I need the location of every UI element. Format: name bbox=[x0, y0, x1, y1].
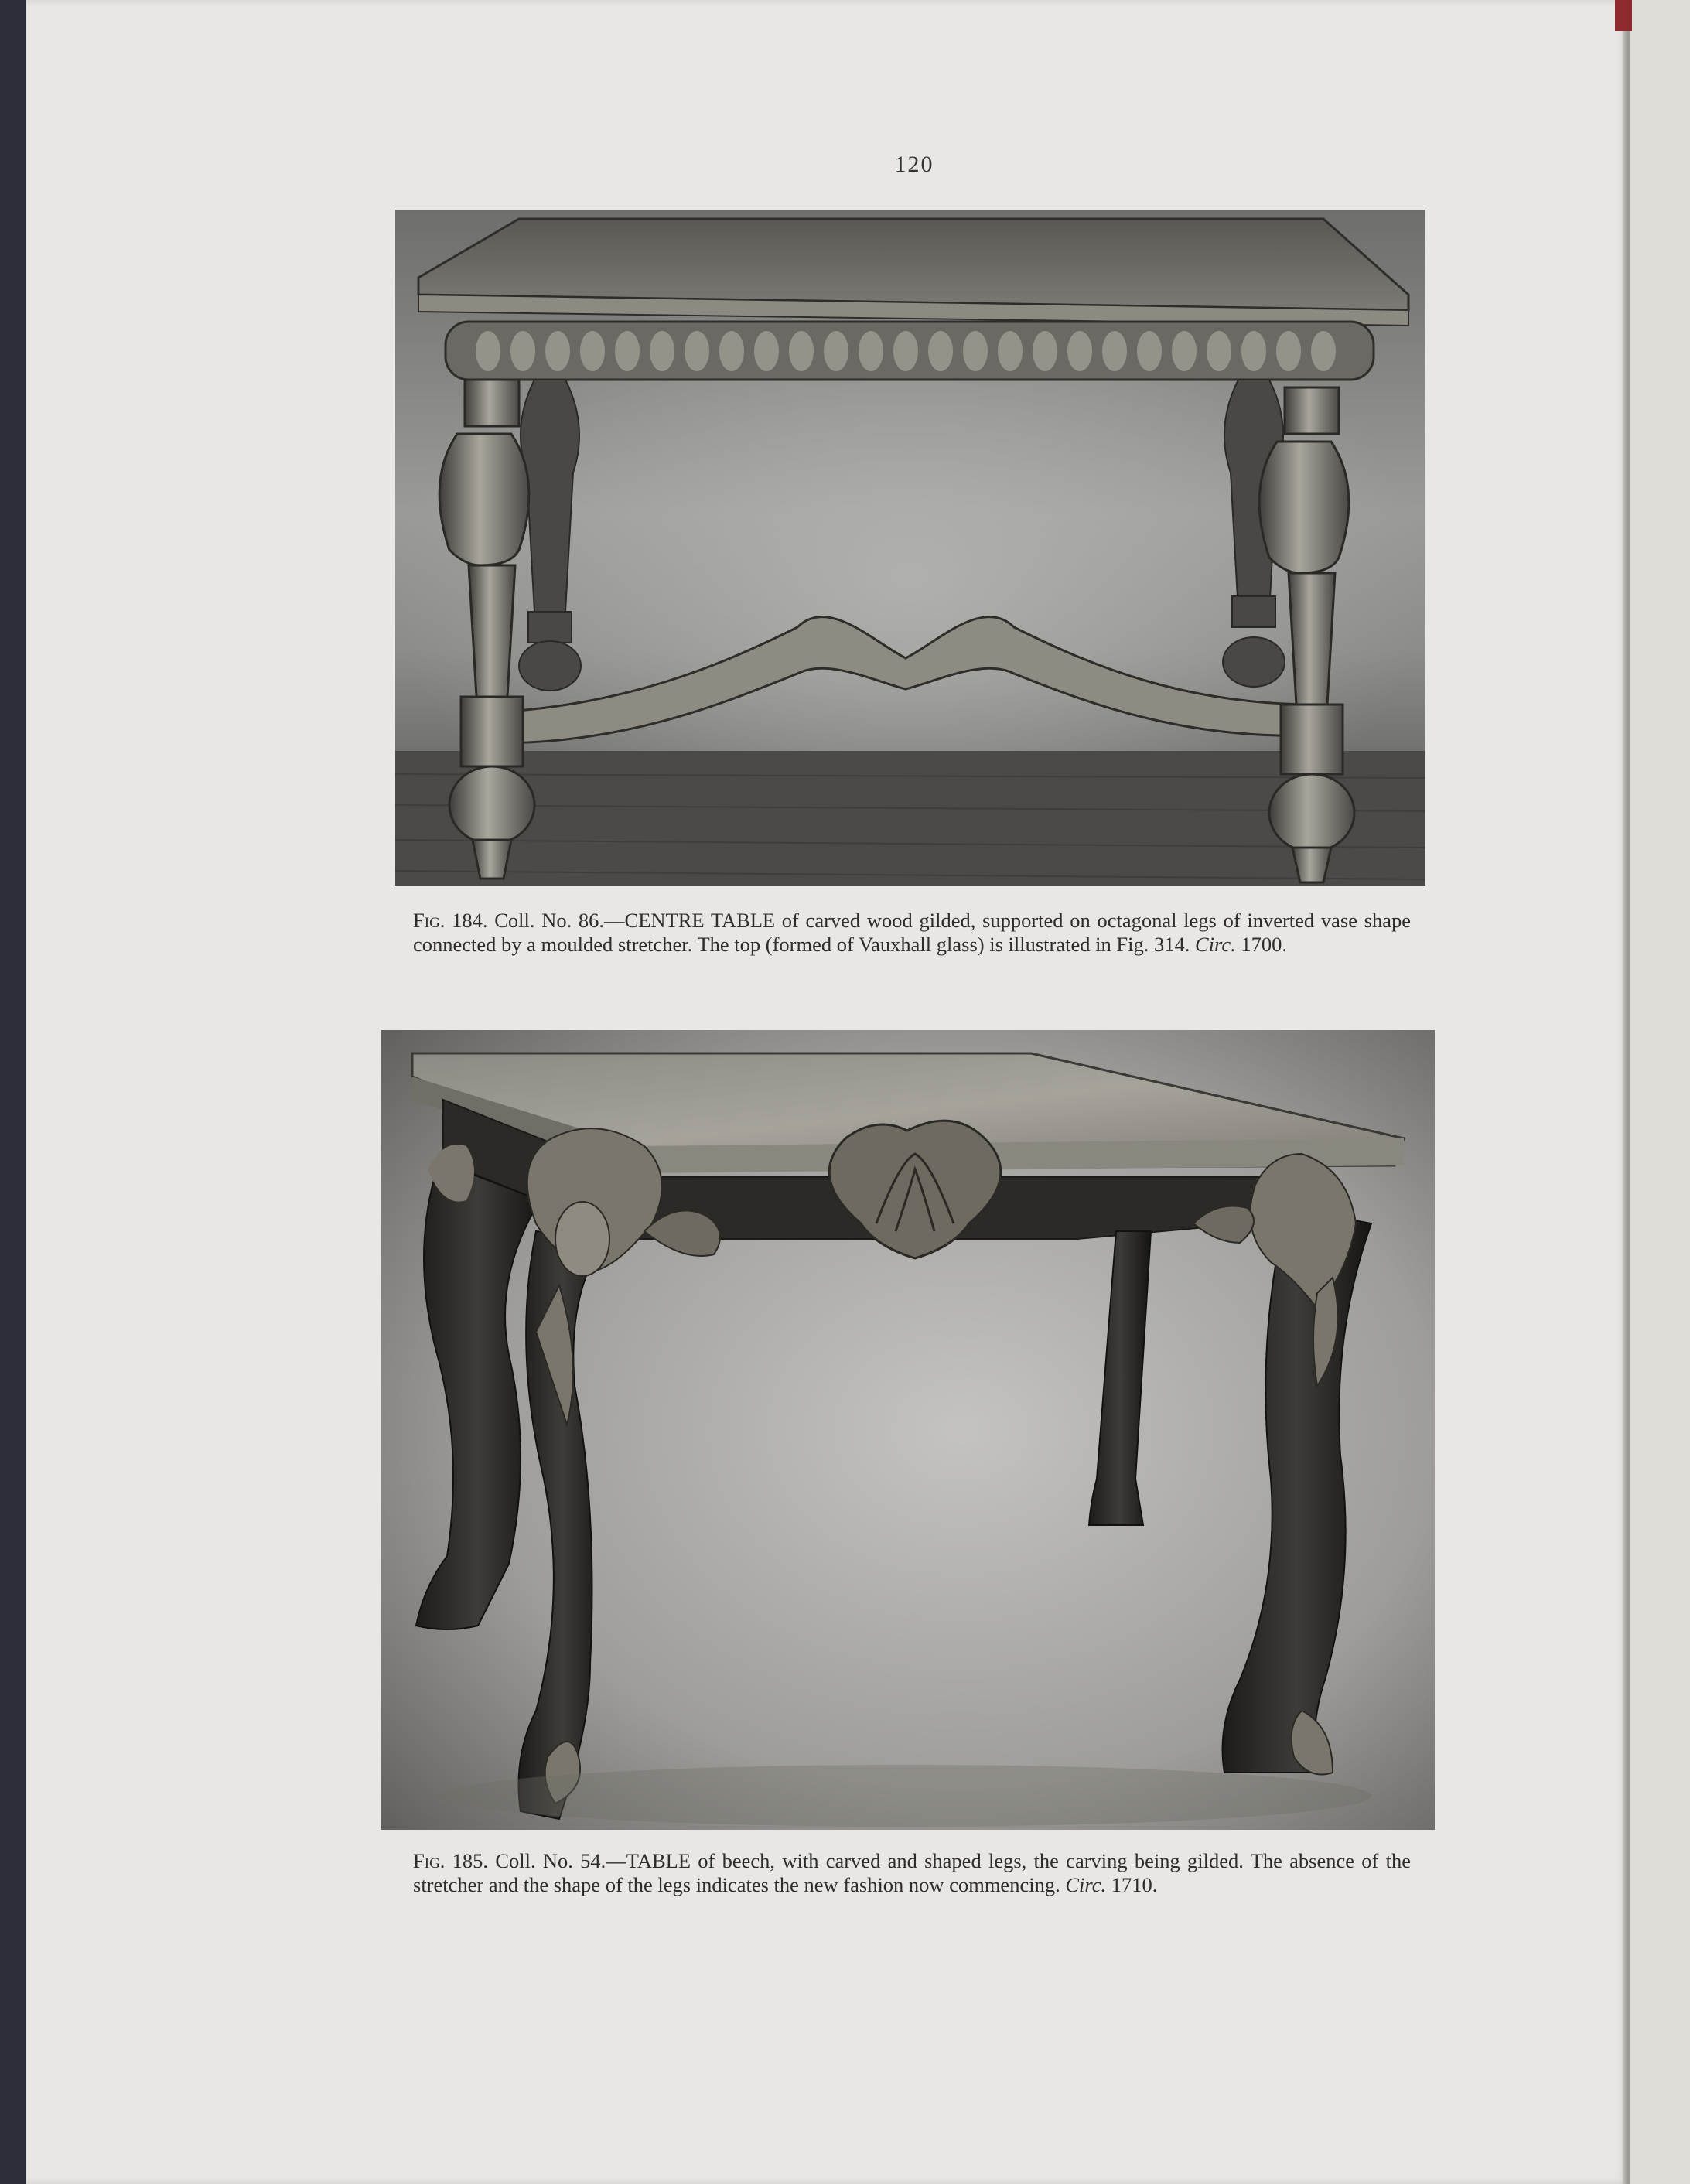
page-number: 120 bbox=[894, 152, 934, 177]
figure-185-date: 1710. bbox=[1111, 1873, 1158, 1896]
figure-185-caption bbox=[413, 1849, 1411, 1897]
figure-185-text: Coll. No. 54.—TABLE of beech, with carved and shaped legs, the carving being gilded. The absence of the stretcher and the shape of the legs indicates the new fashion now commencing. bbox=[413, 1849, 1412, 1896]
figure-184-photo bbox=[395, 210, 1425, 886]
figure-185-label: Fig. 185. bbox=[413, 1849, 489, 1872]
figure-184-text: Coll. No. 86.—CENTRE TABLE of carved wood gilded, supported on octagonal legs of inverted vase shape connected by a moulded stretcher. The top (formed of Vauxhall glass) is illustrated in Fig. 314. bbox=[413, 909, 1412, 956]
figure-185-circ: Circ. bbox=[1065, 1873, 1107, 1896]
figure-184-caption bbox=[413, 909, 1411, 957]
figure-184-date: 1700. bbox=[1241, 933, 1287, 956]
figure-185-photo bbox=[381, 1030, 1435, 1830]
book-page bbox=[26, 0, 1627, 2184]
figure-184-circ: Circ. bbox=[1194, 933, 1236, 956]
binding-marker bbox=[1615, 0, 1632, 31]
facing-page-edge bbox=[1627, 0, 1690, 2184]
figure-184-label: Fig. 184. bbox=[413, 909, 488, 932]
